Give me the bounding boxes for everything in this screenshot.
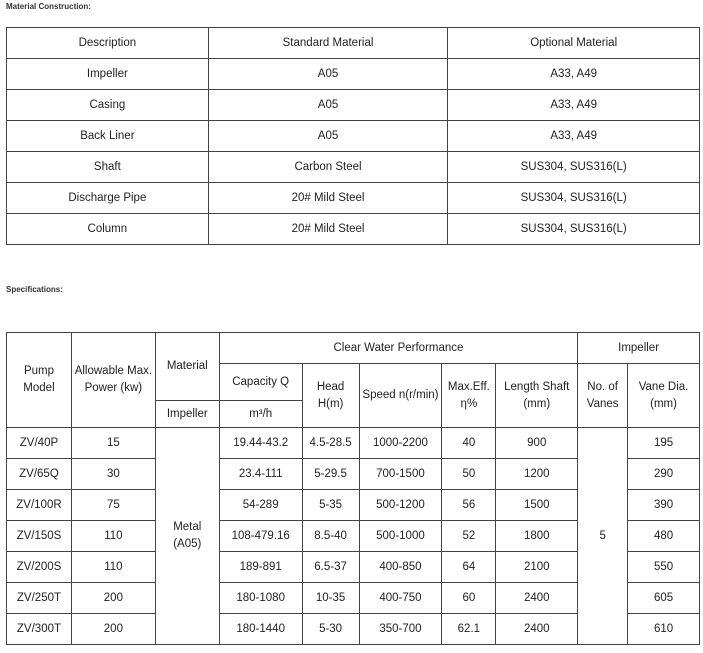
cell-capacity: 23.4-111: [219, 459, 302, 490]
cell-power: 200: [71, 614, 155, 645]
cell-head: 4.5-28.5: [302, 428, 359, 459]
cell-length: 2100: [496, 552, 578, 583]
cell-dia: 605: [628, 583, 700, 614]
cell-dia: 290: [628, 459, 700, 490]
cell-length: 2400: [496, 614, 578, 645]
cell-speed: 700-1500: [359, 459, 442, 490]
cell-capacity: 54-289: [219, 490, 302, 521]
cell-model: ZV/200S: [7, 552, 72, 583]
table-cell: 20# Mild Steel: [208, 214, 448, 245]
header-vane-dia: Vane Dia. (mm): [628, 364, 700, 428]
cell-head: 8.5-40: [302, 521, 359, 552]
header-head: Head H(m): [302, 364, 359, 428]
cell-power: 110: [71, 552, 155, 583]
header-material: Material: [155, 333, 219, 401]
table-header-row: [7, 28, 700, 59]
material-construction-table: [6, 27, 700, 245]
cell-capacity: 189-891: [219, 552, 302, 583]
cell-length: 1800: [496, 521, 578, 552]
cell-power: 110: [71, 521, 155, 552]
header-speed: Speed n(r/min): [359, 364, 442, 428]
cell-length: 1500: [496, 490, 578, 521]
cell-speed: 500-1200: [359, 490, 442, 521]
header-description: Description: [7, 28, 209, 59]
cell-length: 1200: [496, 459, 578, 490]
table-row: [7, 428, 700, 459]
header-length-shaft: Length Shaft (mm): [496, 364, 578, 428]
cell-head: 5-35: [302, 490, 359, 521]
table-cell: Casing: [7, 90, 209, 121]
table-cell: A33, A49: [448, 59, 700, 90]
cell-eff: 52: [442, 521, 496, 552]
material-construction-title: Material Construction:: [6, 2, 91, 11]
cell-material-metal: Metal (A05): [155, 428, 219, 645]
table-cell: SUS304, SUS316(L): [448, 183, 700, 214]
table-cell: A05: [208, 90, 448, 121]
cell-capacity: 19.44-43.2: [219, 428, 302, 459]
header-optional-material: Optional Material: [448, 28, 700, 59]
cell-vanes: 5: [578, 428, 628, 645]
table-cell: Column: [7, 214, 209, 245]
header-clear-water-performance: Clear Water Performance: [219, 333, 577, 364]
cell-eff: 40: [442, 428, 496, 459]
cell-eff: 62.1: [442, 614, 496, 645]
cell-model: ZV/65Q: [7, 459, 72, 490]
cell-power: 30: [71, 459, 155, 490]
specifications-title: Specifications:: [6, 285, 63, 294]
header-allowable-power: Allowable Max. Power (kw): [71, 333, 155, 428]
table-row: [7, 121, 700, 152]
specifications-table: [6, 332, 700, 645]
header-no-of-vanes: No. of Vanes: [578, 364, 628, 428]
spec-header-row-1: [7, 333, 700, 364]
cell-model: ZV/40P: [7, 428, 72, 459]
header-impeller-sub: Impeller: [155, 401, 219, 428]
cell-length: 900: [496, 428, 578, 459]
cell-length: 2400: [496, 583, 578, 614]
header-impeller-group: Impeller: [578, 333, 700, 364]
cell-head: 10-35: [302, 583, 359, 614]
cell-speed: 400-750: [359, 583, 442, 614]
table-cell: A05: [208, 121, 448, 152]
cell-dia: 480: [628, 521, 700, 552]
cell-power: 15: [71, 428, 155, 459]
table-cell: Back Liner: [7, 121, 209, 152]
table-cell: A33, A49: [448, 121, 700, 152]
cell-speed: 500-1000: [359, 521, 442, 552]
header-pump-model: Pump Model: [7, 333, 72, 428]
cell-model: ZV/250T: [7, 583, 72, 614]
cell-speed: 350-700: [359, 614, 442, 645]
header-capacity-unit: m³/h: [219, 401, 302, 428]
cell-power: 200: [71, 583, 155, 614]
table-cell: Impeller: [7, 59, 209, 90]
table-row: [7, 214, 700, 245]
cell-eff: 60: [442, 583, 496, 614]
cell-capacity: 180-1080: [219, 583, 302, 614]
cell-dia: 390: [628, 490, 700, 521]
cell-eff: 50: [442, 459, 496, 490]
cell-dia: 610: [628, 614, 700, 645]
table-row: [7, 90, 700, 121]
cell-model: ZV/300T: [7, 614, 72, 645]
cell-capacity: 180-1440: [219, 614, 302, 645]
cell-model: ZV/150S: [7, 521, 72, 552]
cell-speed: 400-850: [359, 552, 442, 583]
table-cell: SUS304, SUS316(L): [448, 214, 700, 245]
cell-speed: 1000-2200: [359, 428, 442, 459]
cell-dia: 195: [628, 428, 700, 459]
table-row: [7, 59, 700, 90]
table-row: [7, 183, 700, 214]
cell-dia: 550: [628, 552, 700, 583]
table-cell: 20# Mild Steel: [208, 183, 448, 214]
cell-head: 6.5-37: [302, 552, 359, 583]
cell-model: ZV/100R: [7, 490, 72, 521]
table-cell: SUS304, SUS316(L): [448, 152, 700, 183]
table-cell: A33, A49: [448, 90, 700, 121]
header-standard-material: Standard Material: [208, 28, 448, 59]
table-cell: Shaft: [7, 152, 209, 183]
table-cell: A05: [208, 59, 448, 90]
table-row: [7, 152, 700, 183]
cell-capacity: 108-479.16: [219, 521, 302, 552]
header-capacity: Capacity Q: [219, 364, 302, 401]
cell-head: 5-30: [302, 614, 359, 645]
table-cell: Discharge Pipe: [7, 183, 209, 214]
cell-eff: 64: [442, 552, 496, 583]
header-max-eff: Max.Eff. η%: [442, 364, 496, 428]
cell-head: 5-29.5: [302, 459, 359, 490]
cell-eff: 56: [442, 490, 496, 521]
cell-power: 75: [71, 490, 155, 521]
table-cell: Carbon Steel: [208, 152, 448, 183]
